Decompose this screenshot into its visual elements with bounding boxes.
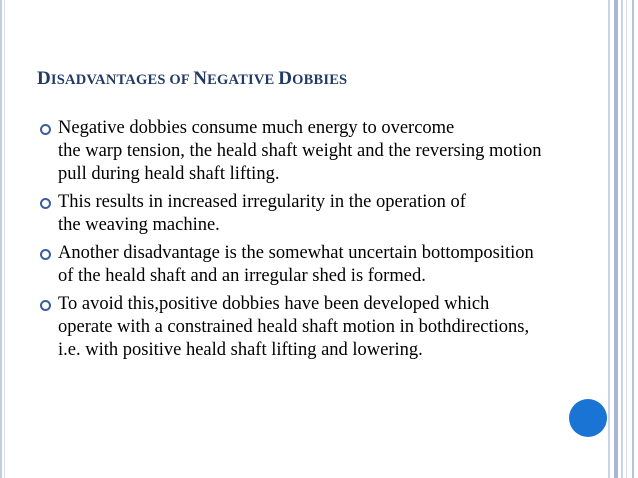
- bullet-text-line: Another disadvantage is the somewhat uncertain bottomposition: [58, 243, 534, 263]
- left-border-line: [4, 0, 5, 478]
- bullet-text-line: Negative dobbies consume much energy to overcome: [58, 118, 455, 138]
- bullet-text-line: the weaving machine.: [58, 215, 220, 235]
- bullet-item: [40, 242, 615, 288]
- title-segment: OBBIES: [292, 72, 348, 88]
- right-decor-line: [632, 0, 634, 478]
- bullet-text-line: the warp tension, the heald shaft weight and the reversing motion: [58, 141, 542, 161]
- bullet-text-line: i.e. with positive heald shaft lifting and lowering.: [58, 340, 423, 360]
- title-segment: ISADVANTAGES OF: [50, 72, 194, 88]
- bullet-text-line: pull during heald shaft lifting.: [58, 164, 280, 184]
- bullet-ring-icon: [40, 249, 51, 260]
- title-segment: D: [37, 68, 51, 89]
- left-border-line: [0, 0, 2, 478]
- bullet-item: [40, 191, 615, 237]
- bullet-item: [40, 293, 615, 362]
- bullet-text-line: of the heald shaft and an irregular shed is formed.: [58, 266, 426, 286]
- title-segment: EGATIVE: [207, 72, 279, 88]
- slide-title: [37, 68, 347, 90]
- bullet-list: [40, 117, 615, 367]
- title-segment: D: [278, 68, 293, 89]
- title-segment: N: [193, 68, 208, 89]
- right-decor-line: [621, 0, 623, 478]
- right-decor-line: [626, 0, 627, 478]
- bullet-ring-icon: [40, 198, 51, 209]
- bullet-text-line: To avoid this,positive dobbies have been developed which: [58, 294, 490, 314]
- bullet-item: [40, 117, 615, 186]
- decorative-circle: [569, 399, 607, 437]
- bullet-ring-icon: [40, 300, 51, 311]
- bullet-text-line: This results in increased irregularity in the operation of: [58, 192, 466, 212]
- bullet-ring-icon: [40, 124, 51, 135]
- bullet-text-line: operate with a constrained heald shaft motion in bothdirections,: [58, 317, 530, 337]
